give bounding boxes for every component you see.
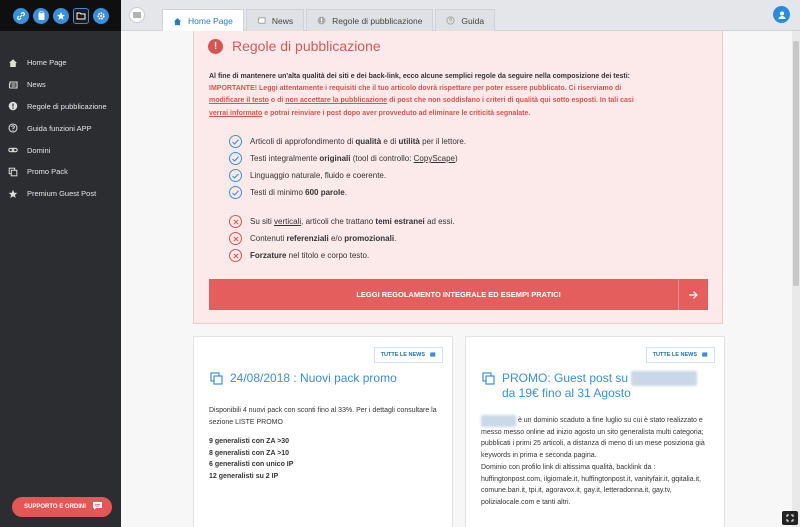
sidebar-item-label: Promo Pack <box>27 167 68 177</box>
rule-good <box>229 135 466 148</box>
sidebar <box>0 0 121 527</box>
arrow-right-icon <box>678 279 708 310</box>
rules-title-text: Regole di pubblicazione <box>232 38 381 54</box>
scrollbar-thumb[interactable] <box>793 41 799 286</box>
link-icon[interactable] <box>13 8 29 24</box>
rule-text-part: Articoli di approfondimento di <box>250 137 356 146</box>
tab-label: Guida <box>461 15 485 26</box>
rule-bold: temi estranei <box>375 217 425 226</box>
help-circle-icon <box>446 16 455 25</box>
rule-bold: utilità <box>398 137 420 146</box>
rule-bold: promozionali <box>344 234 395 243</box>
rule-text-part: ) <box>455 154 458 163</box>
tab-label: News <box>271 15 294 26</box>
vertical-sites-link[interactable]: verticali <box>274 217 302 226</box>
rule-text-part: per il lettore. <box>419 137 467 146</box>
gear-icon[interactable] <box>93 8 109 24</box>
rule-text <box>250 188 347 197</box>
rule-text <box>250 217 455 226</box>
clipboard-icon[interactable] <box>33 8 49 24</box>
chat-icon <box>92 501 103 513</box>
rule-bad <box>229 215 455 228</box>
sidebar-item-guide[interactable] <box>0 117 121 139</box>
tab-rules[interactable] <box>306 9 433 31</box>
list-item: 6 generalisti con unico IP <box>209 461 294 469</box>
hamburger-icon <box>133 12 141 18</box>
newspaper-icon <box>701 351 708 360</box>
rule-bad <box>229 232 396 245</box>
alert-circle-icon <box>8 101 18 111</box>
home-icon <box>8 58 18 68</box>
alert-circle-icon <box>317 16 326 25</box>
sidebar-item-premium-guest-post[interactable] <box>0 183 121 205</box>
sidebar-item-label: News <box>27 80 46 90</box>
news-card-guest-post <box>465 336 725 527</box>
list-item: 12 generalisti su 2 IP <box>209 473 279 481</box>
rule-bold: 600 parole <box>305 188 345 197</box>
sidebar-toolbar <box>0 0 121 31</box>
newspaper-icon <box>257 16 266 25</box>
top-bar <box>121 0 800 31</box>
copyscape-link[interactable]: CopyScape <box>413 154 455 163</box>
sidebar-item-label: Guida funzioni APP <box>27 123 92 133</box>
rule-text-part: ad essi. <box>424 217 455 226</box>
newspaper-icon <box>429 351 436 360</box>
sidebar-item-label: Domini <box>27 145 51 155</box>
x-circle-icon <box>229 249 242 262</box>
sidebar-item-label: Premium Guest Post <box>27 189 97 199</box>
tab-label: Regole di pubblicazione <box>332 15 423 26</box>
news-card-list <box>209 436 293 483</box>
redacted-domain <box>631 371 697 386</box>
all-news-button[interactable] <box>374 347 443 363</box>
user-avatar-icon[interactable] <box>773 6 790 23</box>
important-part: IMPORTANTE! Leggi attentamente i requisiti che il tuo articolo dovrà rispettare per poter essere pubblicato. Ci riserviamo di <box>209 85 622 93</box>
folder-icon[interactable] <box>73 8 89 24</box>
rule-text-part: Contenuti <box>250 234 287 243</box>
list-item: 8 generalisti con ZA >10 <box>209 449 290 457</box>
news-card-title-text: 24/08/2018 : Nuovi pack promo <box>230 371 397 385</box>
sidebar-item-label: Home Page <box>27 58 67 68</box>
rule-good <box>229 186 347 199</box>
rules-panel <box>193 31 723 324</box>
sidebar-item-rules[interactable] <box>0 96 121 118</box>
newspaper-icon <box>8 80 18 90</box>
title-part: da 19€ fino al 31 Agosto <box>502 386 631 400</box>
rule-bad <box>229 249 369 262</box>
support-orders-label: SUPPORTO E ORDINI <box>24 504 86 510</box>
list-item: 9 generalisti con ZA >30 <box>209 438 290 445</box>
home-icon <box>173 17 182 26</box>
tab-guide[interactable] <box>435 9 495 31</box>
news-text-part: è un dominio scaduto a fine luglio su cui è stato realizzato e messo messo online ad inizio agosto un sito generalista multi categoria; pubblicati i primi 25 articoli, a distanza di meno di un mese posiziona già keywords in prima e seconda pagina. <box>481 417 705 460</box>
check-circle-icon <box>229 186 242 199</box>
expand-icon[interactable] <box>782 511 798 525</box>
link-icon <box>8 145 18 155</box>
rules-intro <box>209 71 707 120</box>
check-circle-icon <box>229 169 242 182</box>
alert-icon: ! <box>208 39 223 54</box>
news-card-promo-packs <box>193 336 453 527</box>
important-part: o di <box>268 97 286 105</box>
rule-bold: Forzature <box>250 251 287 260</box>
sidebar-item-domains[interactable] <box>0 139 121 161</box>
tab-bar <box>162 9 495 32</box>
rule-text-part: Su siti <box>250 217 275 226</box>
rule-text-part: . <box>394 234 397 243</box>
title-part: PROMO: Guest post su <box>502 371 629 385</box>
rule-bold: referenziali <box>286 234 329 243</box>
rules-intro-text: Al fine di mantenere un'alta qualità dei siti e dei back-link, ecco alcune semplici regole da seguire nella composizione dei testi: <box>209 73 631 80</box>
rule-text <box>250 154 458 163</box>
rule-text: Linguaggio naturale, fluido e coerente. <box>250 171 387 180</box>
rule-text-part: Testi di minimo <box>250 188 306 197</box>
read-full-rules-button[interactable] <box>209 279 708 310</box>
rule-good <box>229 152 458 165</box>
all-news-button[interactable] <box>646 347 715 363</box>
rule-text <box>250 137 466 146</box>
copy-icon <box>482 372 495 389</box>
news-text-part: Dominio con profilo link di altissima qualità, backlink da : huffingtonpost.com, ilgiornale.it, huffingtonpost.it, vanityfair.it, gqitalia.it, comune.bari.it, tpi.it, agoravox.it, gay.it, letteradonna.it, gay.tv, polizialocale.com e tanti altri. <box>481 463 701 506</box>
important-part: di post che non soddisfano i criteri di qualità qui sotto esposti. In tali casi <box>387 97 634 105</box>
sidebar-item-home[interactable] <box>0 52 121 74</box>
x-circle-icon <box>229 232 242 245</box>
star-icon[interactable] <box>53 8 69 24</box>
help-circle-icon <box>8 123 18 133</box>
copy-icon <box>8 167 18 177</box>
rule-bold: originali <box>319 154 351 163</box>
news-card-title-text <box>502 371 697 401</box>
sidebar-nav <box>0 52 121 205</box>
important-part: e potrai reinviare i post dopo aver provveduto ad eliminare le criticità segnalate. <box>262 109 531 117</box>
main-content <box>121 31 792 527</box>
read-full-rules-label: LEGGI REGOLAMENTO INTEGRALE ED ESEMPI PRATICI <box>356 290 561 299</box>
tab-home-page[interactable] <box>162 9 244 32</box>
news-card-text: Disponibili 4 nuovi pack con sconti fino al 33%. Per i dettagli consultare la sezione LISTE PROMO <box>209 407 437 426</box>
informed-link[interactable]: verrai informato <box>209 109 263 117</box>
rule-good <box>229 169 386 182</box>
news-card-text <box>481 415 713 509</box>
rule-bold: qualità <box>355 137 382 146</box>
reject-publication-link[interactable]: non accettare la pubblicazione <box>285 97 388 105</box>
tab-label: Home Page <box>188 16 233 26</box>
rules-title <box>208 38 381 54</box>
rule-text-part: , articoli che trattano <box>301 217 376 226</box>
modify-text-link[interactable]: modificare il testo <box>209 97 269 105</box>
rule-text-part: (tool di controllo: <box>350 154 414 163</box>
check-circle-icon <box>229 152 242 165</box>
rule-text <box>250 251 369 260</box>
sidebar-item-promo-pack[interactable] <box>0 161 121 183</box>
rule-text-part: e di <box>381 137 399 146</box>
sidebar-item-news[interactable] <box>0 74 121 96</box>
sidebar-item-label: Regole di pubblicazione <box>27 101 107 111</box>
check-circle-icon <box>229 135 242 148</box>
rule-text-part: nel titolo e corpo testo. <box>286 251 370 260</box>
rule-text <box>250 234 396 243</box>
rule-text-part: e/o <box>328 234 345 243</box>
news-card-title <box>482 371 697 401</box>
redacted-domain <box>481 415 516 427</box>
rule-text-part: Testi integralmente <box>250 154 320 163</box>
tab-news[interactable] <box>246 9 304 31</box>
vertical-scrollbar[interactable] <box>792 31 800 527</box>
star-icon <box>8 189 18 199</box>
important-text <box>209 85 634 116</box>
news-card-title <box>210 371 397 389</box>
all-news-label: TUTTE LE NEWS <box>380 352 425 358</box>
x-circle-icon <box>229 215 242 228</box>
copy-icon <box>210 372 223 389</box>
rule-text-part: . <box>344 188 347 197</box>
menu-toggle-button[interactable] <box>129 7 145 23</box>
all-news-label: TUTTE LE NEWS <box>652 352 697 358</box>
support-orders-button[interactable] <box>12 497 112 517</box>
